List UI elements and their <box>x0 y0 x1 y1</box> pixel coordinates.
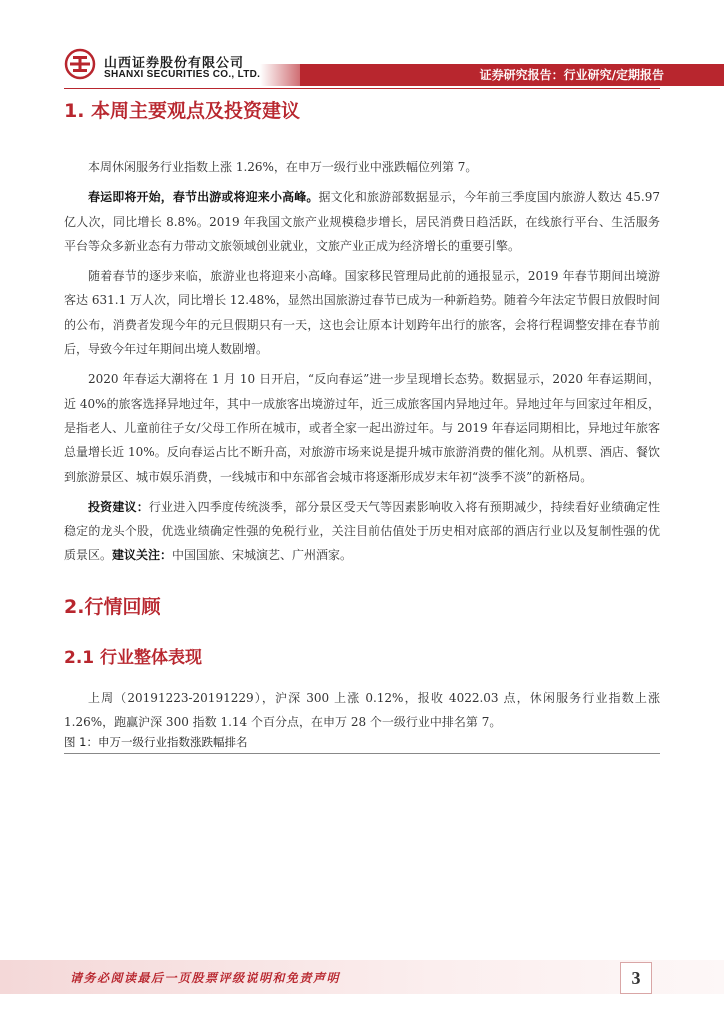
section-1-title: 1. 本周主要观点及投资建议 <box>64 100 301 122</box>
company-logo-icon <box>64 48 96 80</box>
investment-advice-label: 投资建议： <box>88 499 149 514</box>
paragraph-lead-bold: 春运即将开始，春节出游或将迎来小高峰。 <box>88 190 319 205</box>
disclaimer-notice: 请务必阅读最后一页股票评级说明和免责声明 <box>70 971 341 985</box>
section-2-1-title: 2.1 行业整体表现 <box>64 647 203 668</box>
investment-advice-text: 行业进入四季度传统淡季，部分景区受天气等因素影响收入将有预期减少，持续看好业绩确定性稳定的龙头个股，优选业绩确定性强的免税行业，关注目前估值处于历史相对底部的酒店行业以及复制性强的优质景区。 <box>64 499 660 563</box>
report-body <box>64 96 660 754</box>
paragraph-index-summary: 本周休闲服务行业指数上涨 1.26%，在申万一级行业中涨跌幅位列第 7。 <box>88 160 478 174</box>
page-footer <box>0 960 724 994</box>
paragraph-body: 据文化和旅游部数据显示，今年前三季度国内旅游人数达 45.97 亿人次，同比增长 8.8%。2019 年我国文旅产业规模稳步增长，居民消费日趋活跃，在线旅行平台、生活服务平台等众多新业态有力带动文旅领域创业就业，文旅产业正成为经济增长的重要引擎。 <box>64 190 660 253</box>
section-2-title: 2.行情回顾 <box>64 595 161 618</box>
paragraph-holiday-trend: 随着春节的逐步来临，旅游业也将迎来小高峰。国家移民管理局此前的通报显示，2019 年春节期间出境游客达 631.1 万人次，同比增长 12.48%，显然出国旅游过春节已成为一种新趋势。随着今年法定节假日放假时间的公布，消费者发现今年的元旦假期只有一天，这也会让原本计划跨年出行的旅客，会将行程调整安排在春节前后，导致今年过年期间出境人数剧增。 <box>64 269 660 357</box>
paragraph-investment-advice <box>64 495 660 568</box>
header-divider <box>64 88 660 89</box>
figure-caption: 图 1：申万一级行业指数涨跌幅排名 <box>64 735 248 750</box>
recommendation-label: 建议关注： <box>112 548 173 563</box>
report-type-label: 证券研究报告：行业研究/定期报告 <box>479 68 664 82</box>
paragraph-spring-festival <box>64 185 660 258</box>
recommendation-text: 中国国旅、宋城演艺、广州酒家。 <box>172 548 353 563</box>
paragraph-market-review: 上周（20191223-20191229），沪深 300 上涨 0.12%，报收 4022.03 点，休闲服务行业指数上涨 1.26%，跑赢沪深 300 指数 1.14 个百分点，在申万 28 个一级行业中排名第 7。 <box>64 690 660 730</box>
company-name-en: SHANXI SECURITIES CO., LTD. <box>104 69 261 80</box>
figure-caption-divider <box>64 753 660 754</box>
page-header <box>0 0 724 90</box>
page-number: 3 <box>620 962 652 994</box>
company-name-cn: 山西证券股份有限公司 <box>104 56 245 71</box>
paragraph-reverse-travel: 2020 年春运大潮将在 1 月 10 日开启，“反向春运”进一步呈现增长态势。数据显示，2020 年春运期间，近 40%的旅客选择异地过年，其中一成旅客出境游过年，近三成旅客国内异地过年。异地过年与回家过年相反，是指老人、儿童前往子女/父母工作所在城市，或者全家一起出游过年。与 2019 年春运同期相比，异地过年旅客总量增长近 10%。反向春运占比不断升高，对旅游市场来说是提升城市旅游消费的催化剂。从机票、酒店、餐饮到旅游景区、城市娱乐消费，一线城市和中东部省会城市将逐渐形成岁末年初“淡季不淡”的新格局。 <box>64 372 660 484</box>
